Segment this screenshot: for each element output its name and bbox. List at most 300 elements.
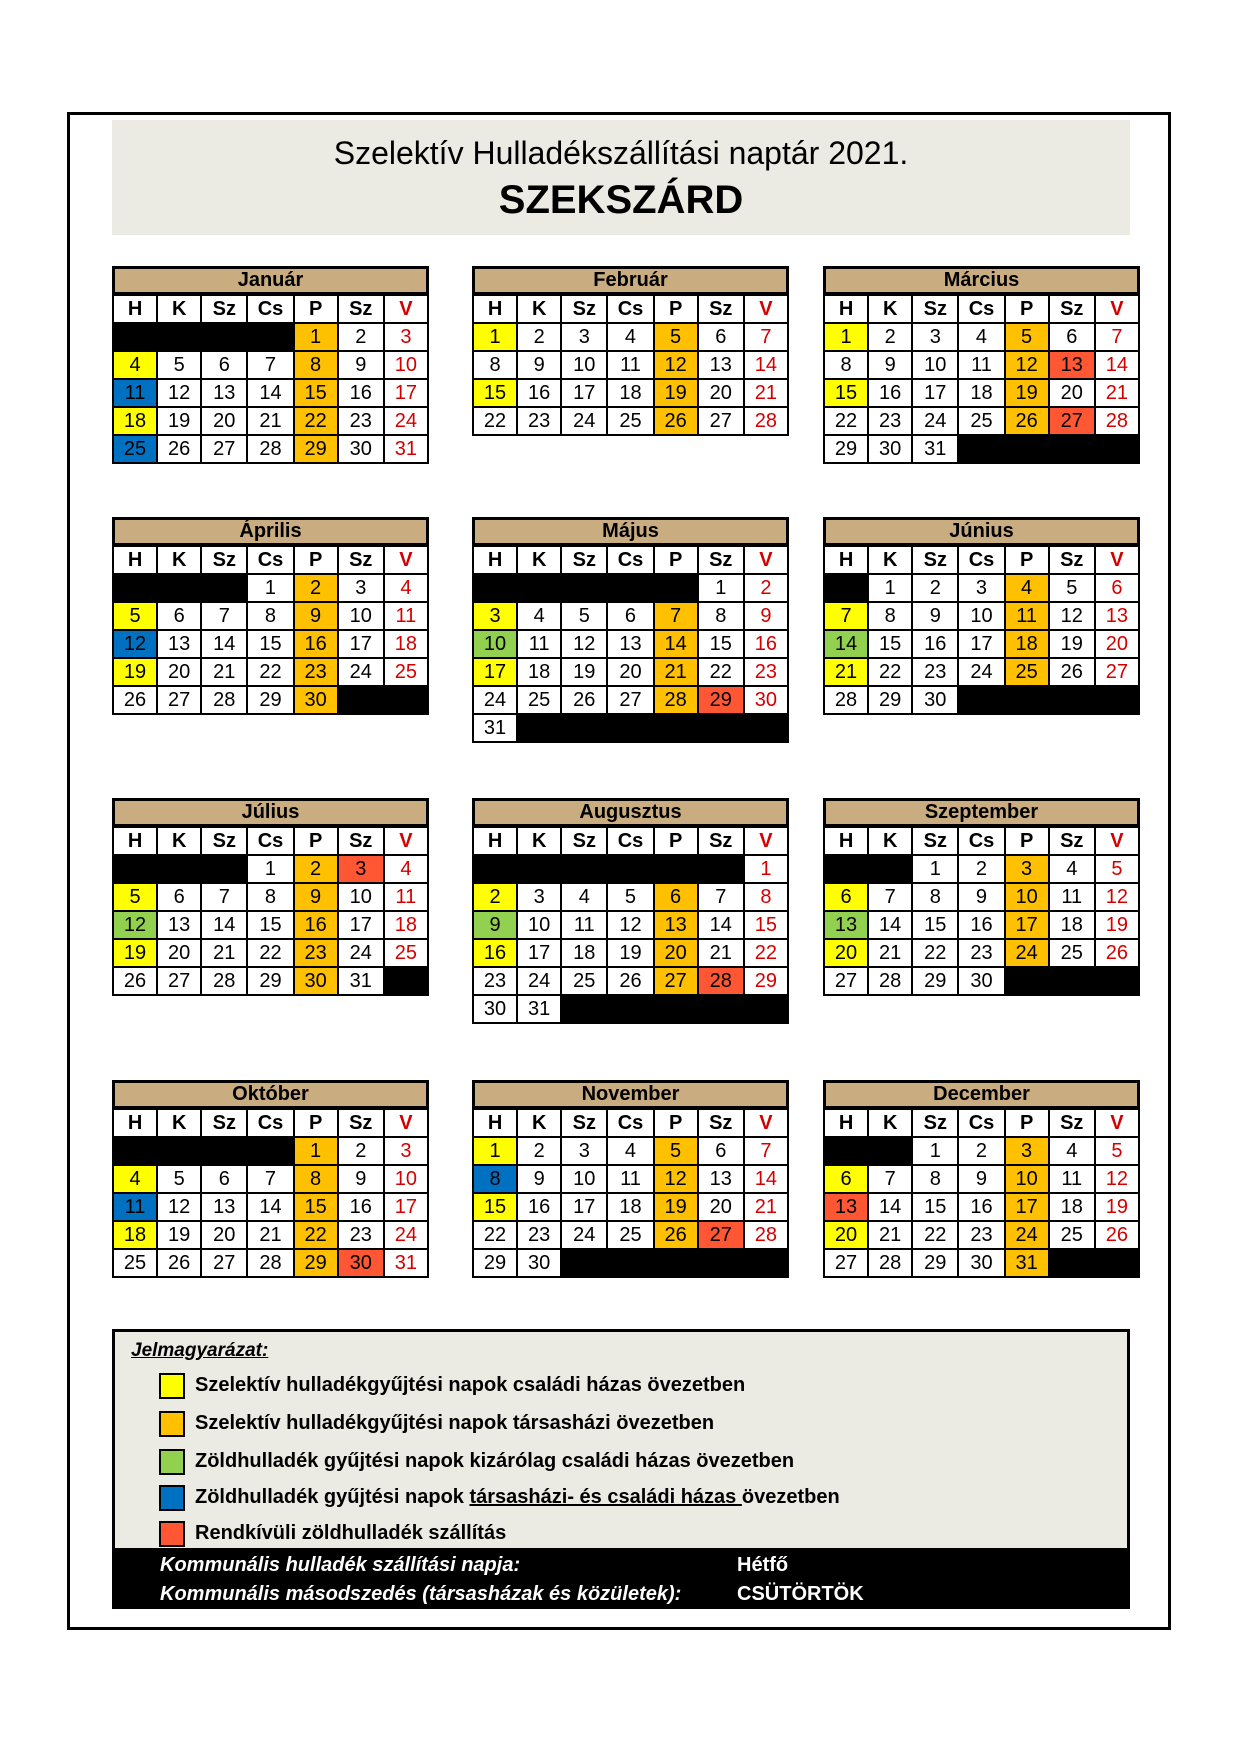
empty-day-cell: [201, 323, 247, 351]
empty-day-cell: [561, 995, 607, 1023]
day-cell: 17: [561, 379, 607, 407]
weekday-label: K: [517, 827, 561, 855]
empty-day-cell: [473, 574, 517, 602]
empty-day-cell: [1095, 1249, 1139, 1277]
day-cell: 24: [912, 407, 958, 435]
day-cell: 7: [201, 602, 247, 630]
day-cell: 8: [294, 1165, 338, 1193]
day-cell: 1: [744, 855, 788, 883]
weekday-label: V: [744, 827, 788, 855]
day-cell: 17: [338, 911, 384, 939]
week-row: [824, 1249, 1139, 1277]
day-cell: 8: [744, 883, 788, 911]
day-cell: 19: [654, 1193, 698, 1221]
day-cell: 29: [294, 435, 338, 463]
day-cell: 21: [868, 939, 912, 967]
day-cell: 2: [744, 574, 788, 602]
weekday-header-row: [113, 295, 428, 323]
day-cell: 1: [473, 1137, 517, 1165]
day-cell: 12: [1005, 351, 1049, 379]
day-cell: 8: [824, 351, 868, 379]
day-cell: 10: [338, 602, 384, 630]
week-row: [113, 967, 428, 995]
weekday-label: Cs: [247, 1109, 293, 1137]
day-cell: 29: [824, 435, 868, 463]
weekday-header-row: [473, 1109, 788, 1137]
week-row: [824, 883, 1139, 911]
day-cell: 20: [201, 1221, 247, 1249]
weekday-label: K: [868, 546, 912, 574]
day-cell: 20: [824, 1221, 868, 1249]
legend-item-blue: [159, 1482, 840, 1512]
day-cell: 29: [294, 1249, 338, 1277]
communal-day-label: Kommunális hulladék szállítási napja:: [160, 1554, 521, 1576]
weekday-label: H: [113, 1109, 157, 1137]
weekday-label: Sz: [698, 295, 744, 323]
day-cell: 25: [113, 435, 157, 463]
empty-day-cell: [1095, 686, 1139, 714]
weekday-label: P: [654, 295, 698, 323]
day-cell: 7: [868, 1165, 912, 1193]
day-cell: 25: [607, 407, 653, 435]
day-cell: 11: [1049, 883, 1095, 911]
empty-day-cell: [654, 714, 698, 742]
day-cell: 26: [1005, 407, 1049, 435]
day-cell: 30: [473, 995, 517, 1023]
weekday-header-row: [473, 546, 788, 574]
day-cell: 8: [868, 602, 912, 630]
week-row: [113, 686, 428, 714]
day-cell: 19: [1095, 911, 1139, 939]
day-cell: 31: [473, 714, 517, 742]
day-cell: 22: [294, 407, 338, 435]
day-cell: 20: [1049, 379, 1095, 407]
month-days-table: [823, 826, 1140, 996]
weekday-label: Sz: [1049, 546, 1095, 574]
weekday-label: Cs: [607, 1109, 653, 1137]
day-cell: 1: [294, 323, 338, 351]
day-cell: 13: [1049, 351, 1095, 379]
day-cell: 13: [1095, 602, 1139, 630]
day-cell: 10: [912, 351, 958, 379]
day-cell: 29: [744, 967, 788, 995]
day-cell: 26: [157, 1249, 201, 1277]
day-cell: 10: [384, 1165, 428, 1193]
month-name: Március: [823, 266, 1140, 294]
day-cell: 3: [384, 1137, 428, 1165]
day-cell: 9: [517, 1165, 561, 1193]
month-calendar: [823, 517, 1140, 715]
day-cell: 9: [958, 883, 1004, 911]
week-row: [473, 602, 788, 630]
day-cell: 8: [912, 1165, 958, 1193]
day-cell: 7: [698, 883, 744, 911]
day-cell: 1: [824, 323, 868, 351]
day-cell: 7: [1095, 323, 1139, 351]
weekday-label: Cs: [607, 546, 653, 574]
day-cell: 1: [698, 574, 744, 602]
weekday-label: H: [824, 546, 868, 574]
day-cell: 12: [1095, 883, 1139, 911]
day-cell: 13: [607, 630, 653, 658]
day-cell: 5: [1095, 1137, 1139, 1165]
day-cell: 17: [561, 1193, 607, 1221]
empty-day-cell: [744, 714, 788, 742]
legend-item-yellow: [159, 1370, 745, 1400]
day-cell: 5: [1095, 855, 1139, 883]
week-row: [113, 630, 428, 658]
day-cell: 25: [1049, 1221, 1095, 1249]
day-cell: 19: [1095, 1193, 1139, 1221]
empty-day-cell: [338, 686, 384, 714]
day-cell: 29: [912, 967, 958, 995]
week-row: [824, 1221, 1139, 1249]
weekday-header-row: [113, 546, 428, 574]
week-row: [113, 574, 428, 602]
day-cell: 15: [912, 1193, 958, 1221]
day-cell: 19: [561, 658, 607, 686]
month-days-table: [472, 294, 789, 436]
day-cell: 24: [338, 658, 384, 686]
day-cell: 14: [868, 911, 912, 939]
day-cell: 5: [561, 602, 607, 630]
month-days-table: [112, 545, 429, 715]
day-cell: 17: [1005, 1193, 1049, 1221]
day-cell: 28: [247, 1249, 293, 1277]
day-cell: 21: [247, 1221, 293, 1249]
weekday-label: P: [294, 295, 338, 323]
day-cell: 11: [1049, 1165, 1095, 1193]
day-cell: 14: [201, 911, 247, 939]
day-cell: 29: [912, 1249, 958, 1277]
week-row: [473, 883, 788, 911]
day-cell: 23: [868, 407, 912, 435]
day-cell: 21: [201, 658, 247, 686]
weekday-header-row: [824, 1109, 1139, 1137]
weekday-label: V: [384, 295, 428, 323]
day-cell: 6: [824, 1165, 868, 1193]
day-cell: 24: [1005, 939, 1049, 967]
day-cell: 16: [958, 1193, 1004, 1221]
day-cell: 19: [157, 407, 201, 435]
day-cell: 16: [912, 630, 958, 658]
day-cell: 28: [868, 1249, 912, 1277]
day-cell: 9: [338, 1165, 384, 1193]
day-cell: 12: [654, 351, 698, 379]
day-cell: 31: [912, 435, 958, 463]
day-cell: 8: [698, 602, 744, 630]
day-cell: 25: [561, 967, 607, 995]
day-cell: 3: [473, 602, 517, 630]
week-row: [113, 1249, 428, 1277]
day-cell: 5: [654, 323, 698, 351]
day-cell: 7: [654, 602, 698, 630]
empty-day-cell: [201, 855, 247, 883]
day-cell: 18: [561, 939, 607, 967]
week-row: [473, 939, 788, 967]
day-cell: 22: [473, 407, 517, 435]
day-cell: 11: [113, 379, 157, 407]
day-cell: 20: [654, 939, 698, 967]
day-cell: 27: [824, 1249, 868, 1277]
weekday-label: K: [868, 1109, 912, 1137]
week-row: [824, 658, 1139, 686]
day-cell: 7: [824, 602, 868, 630]
day-cell: 26: [654, 1221, 698, 1249]
day-cell: 26: [654, 407, 698, 435]
day-cell: 16: [744, 630, 788, 658]
month-days-table: [112, 826, 429, 996]
day-cell: 18: [113, 407, 157, 435]
day-cell: 13: [157, 911, 201, 939]
day-cell: 27: [1049, 407, 1095, 435]
week-row: [113, 1165, 428, 1193]
day-cell: 30: [338, 1249, 384, 1277]
week-row: [473, 911, 788, 939]
day-cell: 9: [517, 351, 561, 379]
day-cell: 28: [868, 967, 912, 995]
day-cell: 15: [912, 911, 958, 939]
day-cell: 14: [824, 630, 868, 658]
empty-day-cell: [1049, 1249, 1095, 1277]
day-cell: 4: [384, 574, 428, 602]
day-cell: 30: [912, 686, 958, 714]
week-row: [824, 686, 1139, 714]
day-cell: 3: [912, 323, 958, 351]
day-cell: 29: [698, 686, 744, 714]
day-cell: 6: [201, 351, 247, 379]
day-cell: 12: [561, 630, 607, 658]
day-cell: 4: [607, 323, 653, 351]
day-cell: 9: [473, 911, 517, 939]
day-cell: 12: [157, 1193, 201, 1221]
empty-day-cell: [698, 1249, 744, 1277]
day-cell: 12: [1049, 602, 1095, 630]
empty-day-cell: [958, 435, 1004, 463]
day-cell: 15: [473, 379, 517, 407]
day-cell: 2: [958, 855, 1004, 883]
day-cell: 13: [157, 630, 201, 658]
empty-day-cell: [654, 995, 698, 1023]
second-collection-label: Kommunális másodszedés (társasházak és közületek):: [160, 1583, 682, 1605]
day-cell: 28: [1095, 407, 1139, 435]
weekday-label: V: [744, 295, 788, 323]
weekday-label: P: [654, 1109, 698, 1137]
day-cell: 17: [912, 379, 958, 407]
empty-day-cell: [517, 574, 561, 602]
day-cell: 13: [698, 351, 744, 379]
weekday-label: V: [1095, 295, 1139, 323]
day-cell: 3: [338, 574, 384, 602]
day-cell: 17: [384, 1193, 428, 1221]
day-cell: 13: [698, 1165, 744, 1193]
day-cell: 24: [517, 967, 561, 995]
day-cell: 10: [1005, 883, 1049, 911]
day-cell: 12: [607, 911, 653, 939]
empty-day-cell: [654, 574, 698, 602]
weekday-label: Sz: [338, 827, 384, 855]
day-cell: 12: [113, 630, 157, 658]
empty-day-cell: [561, 714, 607, 742]
weekday-label: H: [473, 546, 517, 574]
empty-day-cell: [247, 323, 293, 351]
day-cell: 11: [384, 883, 428, 911]
month-days-table: [823, 1108, 1140, 1278]
day-cell: 30: [517, 1249, 561, 1277]
day-cell: 5: [113, 602, 157, 630]
day-cell: 3: [1005, 1137, 1049, 1165]
weekday-label: K: [517, 546, 561, 574]
empty-day-cell: [384, 967, 428, 995]
day-cell: 13: [824, 911, 868, 939]
day-cell: 18: [384, 630, 428, 658]
empty-day-cell: [113, 323, 157, 351]
day-cell: 30: [868, 435, 912, 463]
day-cell: 12: [1095, 1165, 1139, 1193]
week-row: [473, 967, 788, 995]
day-cell: 15: [868, 630, 912, 658]
day-cell: 8: [247, 602, 293, 630]
weekday-label: V: [1095, 827, 1139, 855]
day-cell: 20: [698, 379, 744, 407]
month-calendar: [823, 266, 1140, 464]
legend-item-orange: [159, 1408, 714, 1438]
day-cell: 29: [868, 686, 912, 714]
empty-day-cell: [868, 1137, 912, 1165]
empty-day-cell: [698, 714, 744, 742]
empty-day-cell: [607, 855, 653, 883]
legend-item-text: Zöldhulladék gyűjtési napok: [195, 1486, 470, 1508]
empty-day-cell: [607, 1249, 653, 1277]
empty-day-cell: [157, 323, 201, 351]
day-cell: 20: [157, 658, 201, 686]
day-cell: 3: [561, 323, 607, 351]
day-cell: 25: [517, 686, 561, 714]
day-cell: 9: [744, 602, 788, 630]
week-row: [473, 630, 788, 658]
day-cell: 16: [868, 379, 912, 407]
day-cell: 21: [824, 658, 868, 686]
weekday-label: V: [1095, 546, 1139, 574]
weekday-header-row: [824, 546, 1139, 574]
day-cell: 13: [201, 379, 247, 407]
day-cell: 26: [1095, 939, 1139, 967]
city-name: SZEKSZÁRD: [498, 178, 744, 222]
day-cell: 6: [157, 602, 201, 630]
legend-title: Jelmagyarázat:: [131, 1340, 269, 1361]
day-cell: 22: [247, 658, 293, 686]
month-days-table: [472, 1108, 789, 1278]
day-cell: 14: [868, 1193, 912, 1221]
day-cell: 16: [338, 379, 384, 407]
week-row: [113, 1137, 428, 1165]
day-cell: 27: [201, 1249, 247, 1277]
day-cell: 22: [247, 939, 293, 967]
day-cell: 28: [247, 435, 293, 463]
month-calendar: [112, 266, 429, 464]
weekday-label: H: [824, 295, 868, 323]
day-cell: 23: [473, 967, 517, 995]
day-cell: 23: [517, 407, 561, 435]
day-cell: 21: [744, 1193, 788, 1221]
legend-swatch: [159, 1411, 185, 1437]
month-calendar: [472, 266, 789, 436]
day-cell: 4: [1049, 855, 1095, 883]
month-name: December: [823, 1080, 1140, 1108]
empty-day-cell: [1049, 967, 1095, 995]
day-cell: 4: [113, 1165, 157, 1193]
day-cell: 14: [698, 911, 744, 939]
weekday-label: Sz: [561, 295, 607, 323]
day-cell: 6: [607, 602, 653, 630]
second-collection-value: CSÜTÖRTÖK: [737, 1583, 864, 1605]
day-cell: 18: [607, 379, 653, 407]
empty-day-cell: [157, 574, 201, 602]
day-cell: 5: [607, 883, 653, 911]
day-cell: 11: [384, 602, 428, 630]
weekday-label: Sz: [338, 1109, 384, 1137]
weekday-label: P: [654, 546, 698, 574]
day-cell: 30: [338, 435, 384, 463]
weekday-label: Sz: [561, 1109, 607, 1137]
day-cell: 21: [247, 407, 293, 435]
day-cell: 15: [698, 630, 744, 658]
day-cell: 8: [912, 883, 958, 911]
day-cell: 18: [517, 658, 561, 686]
legend-swatch: [159, 1521, 185, 1547]
weekday-label: Cs: [958, 827, 1004, 855]
day-cell: 10: [561, 1165, 607, 1193]
day-cell: 25: [607, 1221, 653, 1249]
empty-day-cell: [744, 995, 788, 1023]
weekday-label: Sz: [201, 546, 247, 574]
weekday-header-row: [113, 1109, 428, 1137]
month-calendar: [472, 798, 789, 1024]
weekday-label: P: [1005, 1109, 1049, 1137]
day-cell: 2: [294, 855, 338, 883]
empty-day-cell: [698, 855, 744, 883]
day-cell: 1: [912, 855, 958, 883]
day-cell: 19: [157, 1221, 201, 1249]
week-row: [824, 1165, 1139, 1193]
empty-day-cell: [698, 995, 744, 1023]
day-cell: 12: [157, 379, 201, 407]
weekday-label: Cs: [247, 546, 293, 574]
day-cell: 10: [958, 602, 1004, 630]
day-cell: 15: [294, 379, 338, 407]
week-row: [473, 714, 788, 742]
weekday-label: H: [113, 827, 157, 855]
month-calendar: [472, 517, 789, 743]
day-cell: 23: [744, 658, 788, 686]
day-cell: 4: [1005, 574, 1049, 602]
empty-day-cell: [607, 714, 653, 742]
week-row: [824, 1193, 1139, 1221]
empty-day-cell: [113, 1137, 157, 1165]
day-cell: 23: [294, 939, 338, 967]
weekday-label: Sz: [338, 295, 384, 323]
weekday-label: H: [473, 295, 517, 323]
month-name: Október: [112, 1080, 429, 1108]
day-cell: 9: [868, 351, 912, 379]
day-cell: 18: [607, 1193, 653, 1221]
day-cell: 16: [294, 911, 338, 939]
weekday-label: Sz: [338, 546, 384, 574]
day-cell: 3: [338, 855, 384, 883]
day-cell: 24: [338, 939, 384, 967]
day-cell: 11: [958, 351, 1004, 379]
legend-item-text: Zöldhulladék gyűjtési napok kizárólag családi házas övezetben: [195, 1450, 795, 1472]
